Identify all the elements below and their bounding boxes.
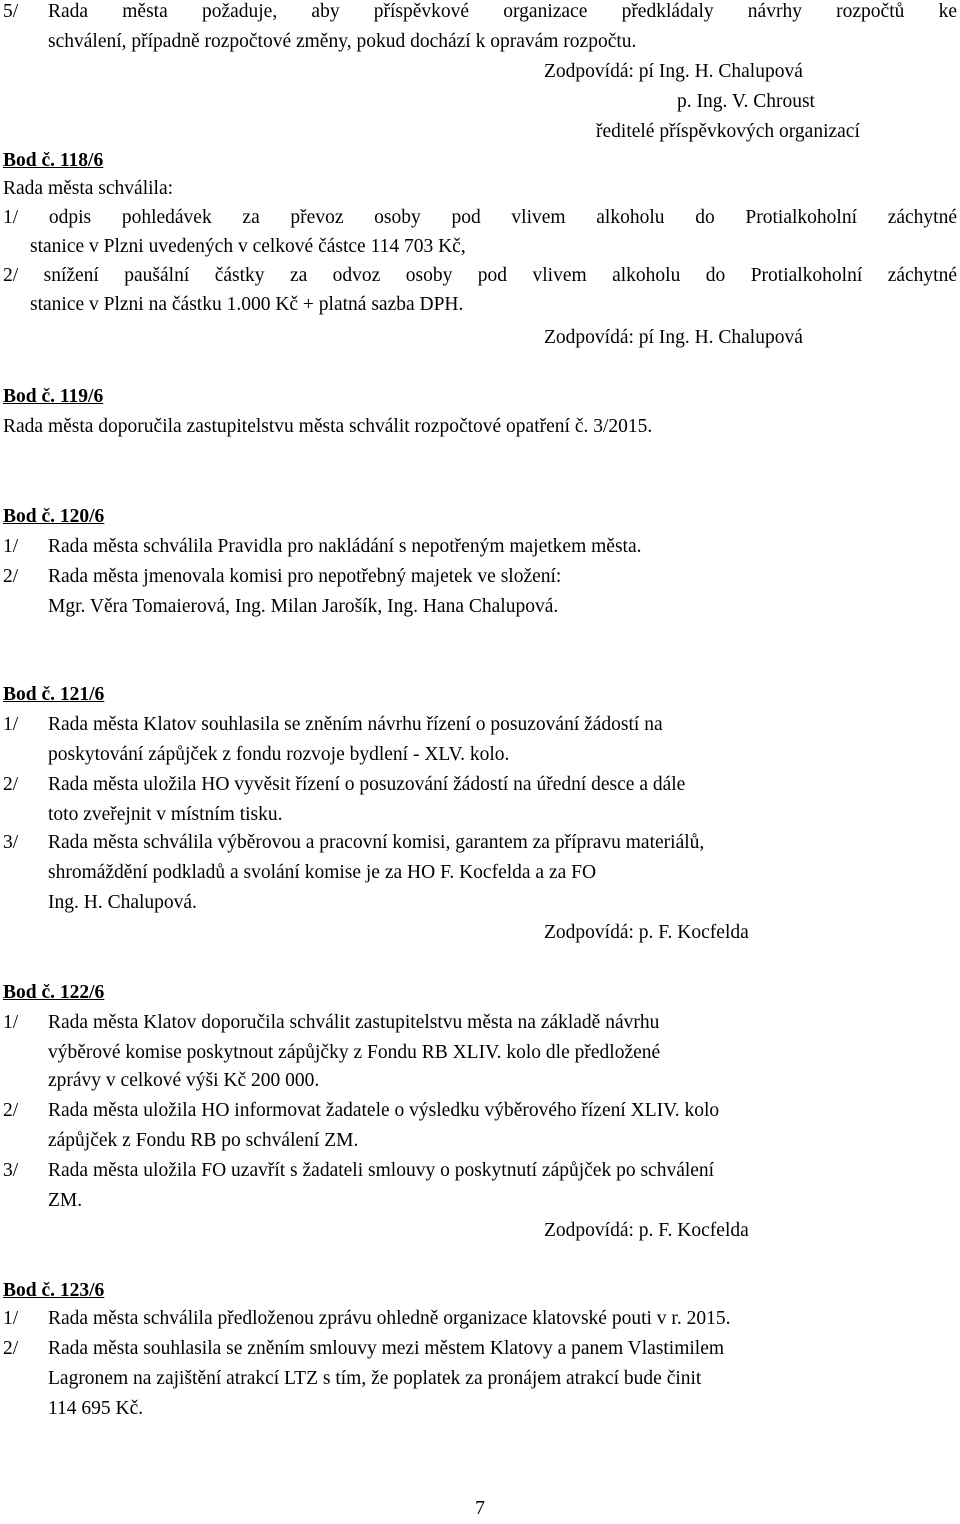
- item-number: 1/: [3, 714, 19, 735]
- item-number: 2/: [3, 1338, 19, 1359]
- paragraph-line: schválení, případně rozpočtové změny, pokud dochází k opravám rozpočtu.: [48, 31, 637, 52]
- list-item-line: 2/ snížení paušální částky za odvoz osoby pod vlivem alkoholu do Protialkoholní záchytné: [3, 265, 957, 286]
- list-item-line: Lagronem na zajištění atrakcí LTZ s tím, že poplatek za pronájem atrakcí bude činit: [48, 1368, 702, 1389]
- paragraph-line: Rada města doporučila zastupitelstvu města schválit rozpočtové opatření č. 3/2015.: [3, 416, 653, 437]
- paragraph-line: Rada města požaduje, aby příspěvkové organizace předkládaly návrhy rozpočtů ke: [48, 1, 957, 22]
- item-number: 5/: [3, 1, 19, 22]
- list-item-line: Rada města jmenovala komisi pro nepotřebný majetek ve složení:: [48, 566, 562, 587]
- item-number: 2/: [3, 1100, 19, 1121]
- list-item-line: toto zveřejnit v místním tisku.: [48, 804, 283, 825]
- section-heading: Bod č. 120/6: [3, 506, 105, 527]
- responsible-person: p. Ing. V. Chroust: [677, 91, 815, 112]
- item-number: 3/: [3, 832, 19, 853]
- responsible-person: Zodpovídá: p. F. Kocfelda: [544, 1220, 749, 1241]
- section-heading: Bod č. 122/6: [3, 982, 105, 1003]
- item-number: 2/: [3, 566, 19, 587]
- item-number: 1/: [3, 536, 19, 557]
- section-heading: Bod č. 119/6: [3, 386, 104, 407]
- list-item-line: stanice v Plzni na částku 1.000 Kč + platná sazba DPH.: [30, 294, 464, 315]
- responsible-person: ředitelé příspěvkových organizací: [596, 121, 860, 142]
- list-item-line: poskytování zápůjček z fondu rozvoje bydlení - XLV. kolo.: [48, 744, 510, 765]
- list-item-line: stanice v Plzni uvedených v celkové částce 114 703 Kč,: [30, 236, 466, 257]
- list-item-line: Mgr. Věra Tomaierová, Ing. Milan Jarošík, Ing. Hana Chalupová.: [48, 596, 559, 617]
- list-item-line: Rada města uložila HO vyvěsit řízení o posuzování žádostí na úřední desce a dále: [48, 774, 686, 795]
- list-item-line: shromáždění podkladů a svolání komise je za HO F. Kocfelda a za FO: [48, 862, 597, 883]
- list-item-line: Rada města schválila Pravidla pro nakládání s nepotřeným majetkem města.: [48, 536, 642, 557]
- responsible-person: Zodpovídá: p. F. Kocfelda: [544, 922, 749, 943]
- list-item-line: Ing. H. Chalupová.: [48, 892, 197, 913]
- list-item-line: Rada města Klatov doporučila schválit zastupitelstvu města na základě návrhu: [48, 1012, 660, 1033]
- section-heading: Bod č. 118/6: [3, 150, 104, 171]
- list-item-line: ZM.: [48, 1190, 83, 1211]
- list-item-line: zápůjček z Fondu RB po schválení ZM.: [48, 1130, 359, 1151]
- section-heading: Bod č. 123/6: [3, 1280, 105, 1301]
- list-item-line: Rada města uložila HO informovat žadatele o výsledku výběrového řízení XLIV. kolo: [48, 1100, 720, 1121]
- list-item-line: Rada města Klatov souhlasila se zněním návrhu řízení o posuzování žádostí na: [48, 714, 663, 735]
- list-item-line: výběrové komise poskytnout zápůjčky z Fondu RB XLIV. kolo dle předložené: [48, 1042, 661, 1063]
- list-item-line: Rada města uložila FO uzavřít s žadateli smlouvy o poskytnutí zápůjček po schválení: [48, 1160, 715, 1181]
- list-item-line: Rada města schválila výběrovou a pracovní komisi, garantem za přípravu materiálů,: [48, 832, 705, 853]
- section-heading: Bod č. 121/6: [3, 684, 105, 705]
- list-item-line: 114 695 Kč.: [48, 1398, 144, 1419]
- list-item-line: Rada města souhlasila se zněním smlouvy mezi městem Klatovy a panem Vlastimilem: [48, 1338, 725, 1359]
- item-number: 2/: [3, 774, 19, 795]
- list-item-line: 1/ odpis pohledávek za převoz osoby pod vlivem alkoholu do Protialkoholní záchytné: [3, 207, 957, 228]
- item-number: 3/: [3, 1160, 19, 1181]
- responsible-person: Zodpovídá: pí Ing. H. Chalupová: [544, 327, 803, 348]
- list-item-line: zprávy v celkové výši Kč 200 000.: [48, 1070, 320, 1091]
- item-number: 1/: [3, 1308, 19, 1329]
- paragraph-line: Rada města schválila:: [3, 178, 174, 199]
- page-number: 7: [475, 1498, 485, 1519]
- item-number: 1/: [3, 1012, 19, 1033]
- responsible-person: Zodpovídá: pí Ing. H. Chalupová: [544, 61, 803, 82]
- list-item-line: Rada města schválila předloženou zprávu ohledně organizace klatovské pouti v r. 2015.: [48, 1308, 731, 1329]
